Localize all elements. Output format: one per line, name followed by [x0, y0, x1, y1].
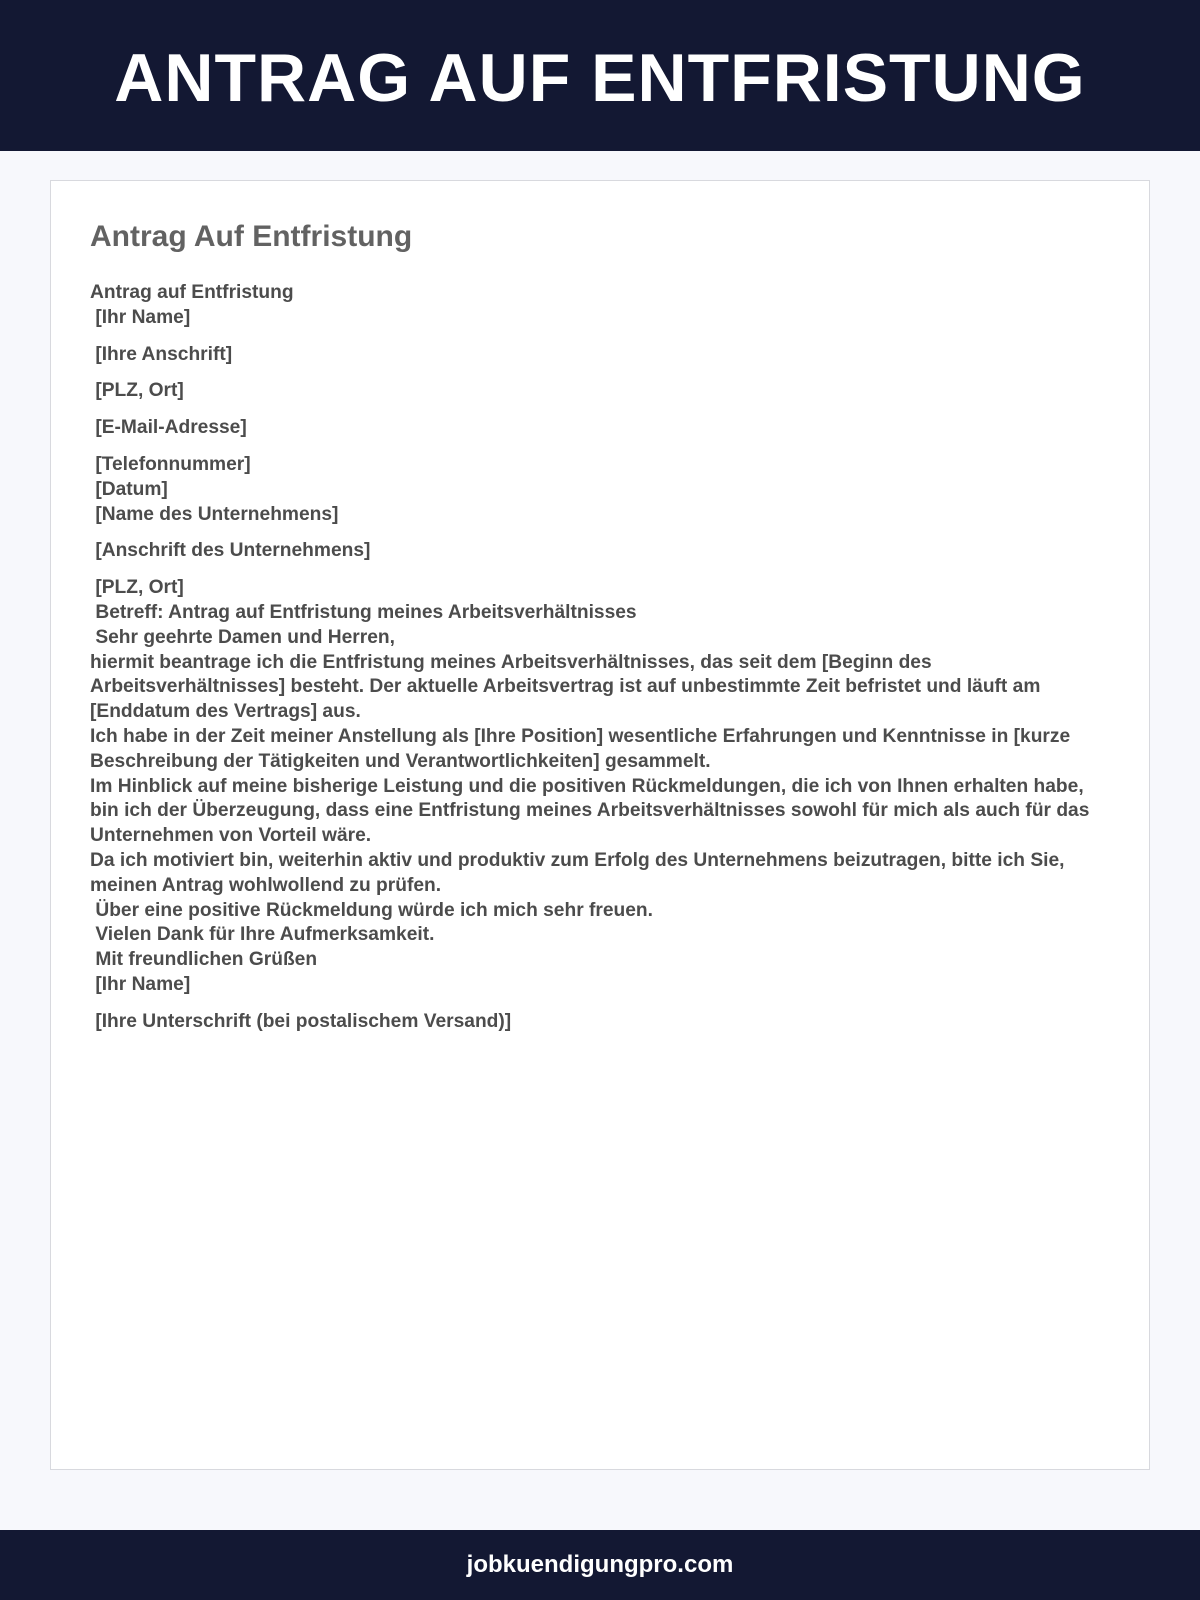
signature-name: [Ihr Name]	[90, 973, 191, 995]
letter-subject: Betreff: Antrag auf Entfristung meines Arbeitsverhältnisses	[90, 601, 637, 623]
letter-body	[90, 281, 1100, 1035]
company-city: [PLZ, Ort]	[90, 577, 184, 599]
page-header	[0, 0, 1200, 151]
letter-closing-1: Über eine positive Rückmeldung würde ich mich sehr freuen.	[90, 899, 653, 921]
letter-heading: Antrag auf Entfristung	[90, 282, 294, 303]
signature-line: [Ihre Unterschrift (bei postalischem Versand)]	[90, 1010, 512, 1032]
footer-site-link[interactable]: jobkuendigungpro.com	[466, 1551, 734, 1578]
company-name: [Name des Unternehmens]	[90, 503, 339, 525]
page-title: ANTRAG AUF ENTFRISTUNG	[114, 39, 1086, 116]
company-address: [Anschrift des Unternehmens]	[90, 540, 371, 562]
sender-phone: [Telefonnummer]	[90, 453, 251, 475]
letter-salutation: Sehr geehrte Damen und Herren,	[90, 626, 395, 648]
document-card	[50, 180, 1150, 1470]
letter-paragraph-1: hiermit beantrage ich die Entfristung meines Arbeitsverhältnisses, das seit dem [Beginn des Arbeitsverhältnisses] besteht. Der aktuelle Arbeitsvertrag ist auf unbestimmte Zeit befristet und läuft am [Enddatum des Vertrags] aus.	[90, 651, 1041, 723]
document-title: Antrag Auf Entfristung	[90, 220, 413, 253]
letter-closing-2: Vielen Dank für Ihre Aufmerksamkeit.	[90, 924, 435, 946]
sender-address: [Ihre Anschrift]	[90, 343, 233, 365]
letter-regards: Mit freundlichen Grüßen	[90, 949, 318, 971]
letter-paragraph-4: Da ich motiviert bin, weiterhin aktiv und produktiv zum Erfolg des Unternehmens beizutragen, bitte ich Sie, meinen Antrag wohlwollend zu prüfen.	[90, 849, 1065, 896]
letter-paragraph-3: Im Hinblick auf meine bisherige Leistung und die positiven Rückmeldungen, die ich von Ihnen erhalten habe, bin ich der Überzeugung, dass eine Entfristung meines Arbeitsverhältnisses sowohl für mich als auch für das Unternehmen von Vorteil wäre.	[90, 775, 1090, 847]
sender-city: [PLZ, Ort]	[90, 380, 184, 402]
letter-paragraph-2: Ich habe in der Zeit meiner Anstellung als [Ihre Position] wesentliche Erfahrungen und Kenntnisse in [kurze Beschreibung der Tätigkeiten und Verantwortlichkeiten] gesammelt.	[90, 725, 1071, 772]
sender-name: [Ihr Name]	[90, 306, 191, 328]
letter-date: [Datum]	[90, 478, 168, 500]
page-footer	[0, 1530, 1200, 1600]
sender-email: [E-Mail-Adresse]	[90, 417, 247, 439]
